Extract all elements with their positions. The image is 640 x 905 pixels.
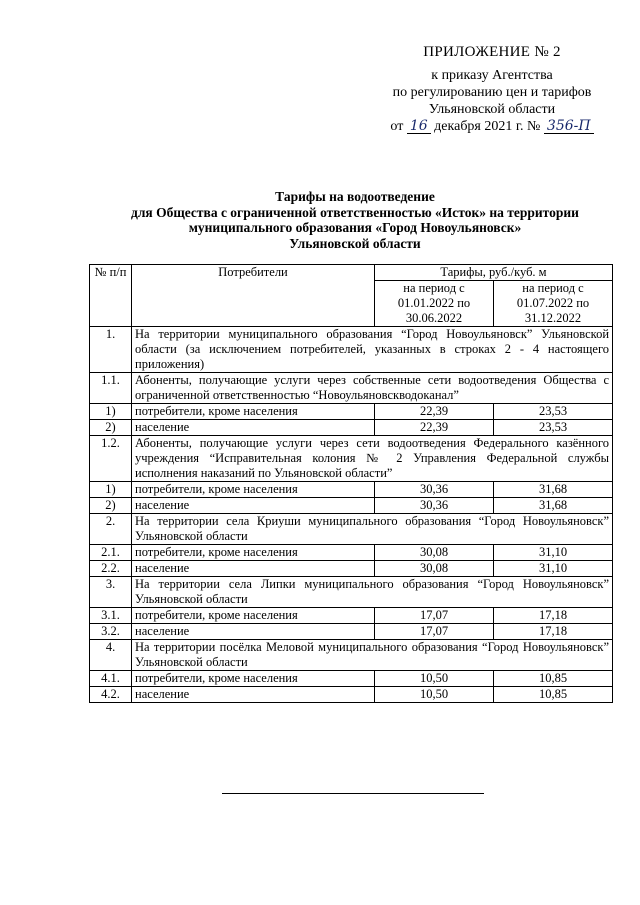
row-number: 2.2. [90, 561, 132, 577]
row-consumer: На территории села Липки муниципального образования “Город Новоульяновск” Ульяновской области [132, 577, 613, 608]
appendix-line-3: Ульяновской области [428, 102, 556, 117]
tariff-period-1: 30,36 [375, 482, 494, 498]
row-consumer: потребители, кроме населения [132, 404, 375, 420]
table-row [90, 327, 613, 373]
row-number: 1) [90, 482, 132, 498]
tariff-period-2: 10,85 [494, 671, 613, 687]
tariff-period-2: 31,68 [494, 482, 613, 498]
header-consumers: Потребители [132, 265, 375, 327]
row-number: 2) [90, 498, 132, 514]
date-day: 16 [407, 119, 431, 134]
row-consumer: потребители, кроме населения [132, 608, 375, 624]
row-number: 1) [90, 404, 132, 420]
row-number: 4.2. [90, 687, 132, 703]
row-number: 3. [90, 577, 132, 608]
tariff-period-2: 17,18 [494, 624, 613, 640]
tariff-period-2: 23,53 [494, 420, 613, 436]
row-consumer: потребители, кроме населения [132, 545, 375, 561]
tariff-period-1: 30,08 [375, 545, 494, 561]
tariff-period-1: 10,50 [375, 687, 494, 703]
row-consumer: население [132, 561, 375, 577]
tariff-period-1: 17,07 [375, 624, 494, 640]
table-row [90, 482, 613, 498]
appendix-date-line [372, 118, 612, 135]
row-number: 2) [90, 420, 132, 436]
row-consumer: На территории муниципального образования “Город Новоульяновск” Ульяновской области (за исключением потребителей, указанных в строках 2 - 4 настоящего приложения) [132, 327, 613, 373]
row-number: 1.2. [90, 436, 132, 482]
table-row [90, 561, 613, 577]
tariff-period-1: 17,07 [375, 608, 494, 624]
row-consumer: население [132, 687, 375, 703]
table-row [90, 577, 613, 608]
row-consumer: потребители, кроме населения [132, 482, 375, 498]
heading-line-1: Тарифы на водоотведение [275, 189, 435, 204]
tariff-period-1: 22,39 [375, 420, 494, 436]
row-number: 3.2. [90, 624, 132, 640]
table-row [90, 373, 613, 404]
row-number: 4. [90, 640, 132, 671]
table-header-row [90, 265, 613, 281]
row-consumer: население [132, 420, 375, 436]
appendix-line-1: к приказу Агентства [431, 68, 553, 83]
row-number: 3.1. [90, 608, 132, 624]
date-prefix: от [390, 119, 404, 134]
table-row [90, 608, 613, 624]
footer-divider [222, 793, 484, 794]
date-rest: декабря 2021 г. № [434, 119, 541, 134]
tariff-period-2: 10,85 [494, 687, 613, 703]
table-row [90, 404, 613, 420]
row-consumer: потребители, кроме населения [132, 671, 375, 687]
table-row [90, 671, 613, 687]
tariff-period-1: 22,39 [375, 404, 494, 420]
row-number: 4.1. [90, 671, 132, 687]
appendix-header [372, 44, 612, 135]
header-period-2: на период с 01.07.2022 по 31.12.2022 [494, 281, 613, 327]
document-heading [90, 189, 620, 251]
appendix-line-2: по регулированию цен и тарифов [392, 85, 592, 100]
row-number: 2.1. [90, 545, 132, 561]
table-row [90, 498, 613, 514]
row-consumer: На территории села Криуши муниципального образования “Город Новоульяновск” Ульяновской области [132, 514, 613, 545]
tariff-period-2: 23,53 [494, 404, 613, 420]
tariff-period-2: 31,10 [494, 545, 613, 561]
table-row [90, 514, 613, 545]
heading-line-2: для Общества с ограниченной ответственностью «Исток» на территории [131, 204, 579, 220]
tariff-period-1: 10,50 [375, 671, 494, 687]
heading-line-3: муниципального образования «Город Новоульяновск» [188, 220, 522, 235]
row-consumer: На территории посёлка Меловой муниципального образования “Город Новоульяновск” Ульяновской области [132, 640, 613, 671]
table-row [90, 545, 613, 561]
heading-line-4: Ульяновской области [289, 235, 421, 251]
row-consumer: Абоненты, получающие услуги через собственные сети водоотведения Общества с ограниченной ответственностью “Новоульяновскводоканал” [132, 373, 613, 404]
row-number: 1.1. [90, 373, 132, 404]
tariff-period-2: 17,18 [494, 608, 613, 624]
table-row [90, 420, 613, 436]
table-body [90, 327, 613, 703]
header-period-1: на период с 01.01.2022 по 30.06.2022 [375, 281, 494, 327]
header-number: № п/п [90, 265, 132, 327]
tariff-period-2: 31,68 [494, 498, 613, 514]
row-consumer: население [132, 624, 375, 640]
order-number: 356-П [544, 119, 594, 134]
row-number: 1. [90, 327, 132, 373]
table-row [90, 687, 613, 703]
tariff-period-1: 30,36 [375, 498, 494, 514]
header-tariffs: Тарифы, руб./куб. м [375, 265, 613, 281]
row-number: 2. [90, 514, 132, 545]
table-row [90, 640, 613, 671]
row-consumer: население [132, 498, 375, 514]
row-consumer: Абоненты, получающие услуги через сети водоотведения Федерального казённого учреждения “Исправительная колония № 2 Управления Федеральной службы исполнения наказаний по Ульяновской области” [132, 436, 613, 482]
appendix-title: ПРИЛОЖЕНИЕ № 2 [423, 44, 561, 60]
table-row [90, 624, 613, 640]
table-row [90, 436, 613, 482]
tariffs-table [89, 264, 613, 703]
tariff-period-2: 31,10 [494, 561, 613, 577]
tariff-period-1: 30,08 [375, 561, 494, 577]
